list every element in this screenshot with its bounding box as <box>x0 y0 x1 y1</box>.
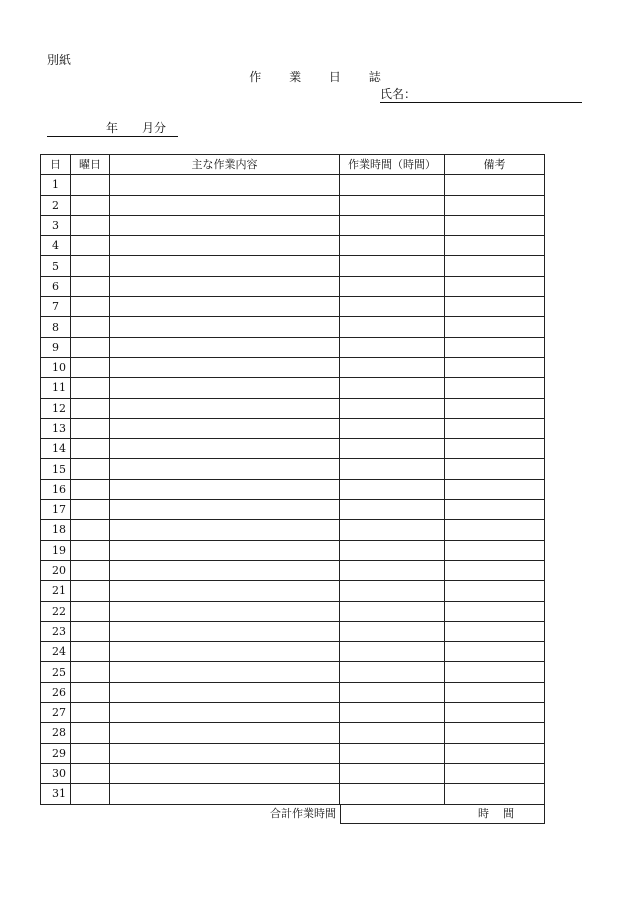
day-cell: 21 <box>41 581 71 601</box>
table-header-row <box>41 155 545 175</box>
hours-cell[interactable] <box>340 459 445 479</box>
day-cell: 24 <box>41 642 71 662</box>
weekday-cell[interactable] <box>71 236 110 256</box>
content-cell[interactable] <box>110 459 340 479</box>
day-cell: 29 <box>41 743 71 763</box>
column-header-hours: 作業時間（時間） <box>340 155 445 175</box>
hours-cell[interactable] <box>340 297 445 317</box>
notes-cell[interactable] <box>445 540 545 560</box>
notes-cell[interactable] <box>445 520 545 540</box>
content-cell[interactable] <box>110 662 340 682</box>
content-cell[interactable] <box>110 337 340 357</box>
table-row <box>41 743 545 763</box>
total-hours-field[interactable] <box>340 804 545 824</box>
notes-cell[interactable] <box>445 682 545 702</box>
content-cell[interactable] <box>110 621 340 641</box>
table-row <box>41 540 545 560</box>
notes-cell[interactable] <box>445 378 545 398</box>
table-row <box>41 175 545 195</box>
hours-cell[interactable] <box>340 560 445 580</box>
content-cell[interactable] <box>110 256 340 276</box>
table-row <box>41 581 545 601</box>
hours-cell[interactable] <box>340 784 445 804</box>
day-cell: 2 <box>41 195 71 215</box>
notes-cell[interactable] <box>445 703 545 723</box>
hours-cell[interactable] <box>340 418 445 438</box>
notes-cell[interactable] <box>445 621 545 641</box>
hours-cell[interactable] <box>340 763 445 783</box>
notes-cell[interactable] <box>445 195 545 215</box>
hours-cell[interactable] <box>340 621 445 641</box>
weekday-cell[interactable] <box>71 479 110 499</box>
hours-cell[interactable] <box>340 236 445 256</box>
hours-cell[interactable] <box>340 357 445 377</box>
weekday-cell[interactable] <box>71 682 110 702</box>
weekday-cell[interactable] <box>71 642 110 662</box>
notes-cell[interactable] <box>445 723 545 743</box>
content-cell[interactable] <box>110 378 340 398</box>
content-cell[interactable] <box>110 601 340 621</box>
day-cell: 30 <box>41 763 71 783</box>
work-log-table <box>40 154 545 805</box>
hours-cell[interactable] <box>340 703 445 723</box>
weekday-cell[interactable] <box>71 276 110 296</box>
day-cell: 18 <box>41 520 71 540</box>
content-cell[interactable] <box>110 215 340 235</box>
name-label: 氏名： <box>380 87 417 101</box>
weekday-cell[interactable] <box>71 378 110 398</box>
attachment-label: 別紙 <box>47 53 72 67</box>
notes-cell[interactable] <box>445 439 545 459</box>
content-cell[interactable] <box>110 276 340 296</box>
content-cell[interactable] <box>110 236 340 256</box>
table-row <box>41 703 545 723</box>
year-label: 年 <box>106 121 119 135</box>
content-cell[interactable] <box>110 297 340 317</box>
notes-cell[interactable] <box>445 763 545 783</box>
weekday-cell[interactable] <box>71 317 110 337</box>
content-cell[interactable] <box>110 743 340 763</box>
content-cell[interactable] <box>110 418 340 438</box>
hours-cell[interactable] <box>340 398 445 418</box>
document-title: 作 業 日 誌 <box>249 70 393 84</box>
total-label: 合計作業時間 <box>270 807 336 820</box>
notes-cell[interactable] <box>445 500 545 520</box>
day-cell: 16 <box>41 479 71 499</box>
day-cell: 25 <box>41 662 71 682</box>
table-row <box>41 276 545 296</box>
table-row <box>41 500 545 520</box>
table-row <box>41 317 545 337</box>
weekday-cell[interactable] <box>71 398 110 418</box>
notes-cell[interactable] <box>445 398 545 418</box>
weekday-cell[interactable] <box>71 500 110 520</box>
hours-cell[interactable] <box>340 256 445 276</box>
table-row <box>41 560 545 580</box>
notes-cell[interactable] <box>445 601 545 621</box>
notes-cell[interactable] <box>445 581 545 601</box>
day-cell: 14 <box>41 439 71 459</box>
notes-cell[interactable] <box>445 317 545 337</box>
weekday-cell[interactable] <box>71 560 110 580</box>
content-cell[interactable] <box>110 439 340 459</box>
hours-cell[interactable] <box>340 175 445 195</box>
period-field[interactable] <box>47 121 178 137</box>
notes-cell[interactable] <box>445 784 545 804</box>
table-row <box>41 297 545 317</box>
hours-cell[interactable] <box>340 215 445 235</box>
weekday-cell[interactable] <box>71 723 110 743</box>
day-cell: 6 <box>41 276 71 296</box>
table-row <box>41 378 545 398</box>
day-cell: 13 <box>41 418 71 438</box>
content-cell[interactable] <box>110 723 340 743</box>
table-row <box>41 601 545 621</box>
content-cell[interactable] <box>110 540 340 560</box>
weekday-cell[interactable] <box>71 337 110 357</box>
column-header-notes: 備考 <box>445 155 545 175</box>
day-cell: 7 <box>41 297 71 317</box>
hours-cell[interactable] <box>340 195 445 215</box>
table-body <box>41 175 545 804</box>
day-cell: 10 <box>41 357 71 377</box>
day-cell: 1 <box>41 175 71 195</box>
weekday-cell[interactable] <box>71 784 110 804</box>
hours-cell[interactable] <box>340 723 445 743</box>
day-cell: 4 <box>41 236 71 256</box>
content-cell[interactable] <box>110 175 340 195</box>
day-cell: 15 <box>41 459 71 479</box>
hours-cell[interactable] <box>340 540 445 560</box>
notes-cell[interactable] <box>445 337 545 357</box>
day-cell: 3 <box>41 215 71 235</box>
weekday-cell[interactable] <box>71 195 110 215</box>
day-cell: 11 <box>41 378 71 398</box>
weekday-cell[interactable] <box>71 703 110 723</box>
table-row <box>41 236 545 256</box>
table-row <box>41 357 545 377</box>
content-cell[interactable] <box>110 317 340 337</box>
content-cell[interactable] <box>110 195 340 215</box>
hours-cell[interactable] <box>340 682 445 702</box>
name-field[interactable] <box>380 87 582 103</box>
hours-cell[interactable] <box>340 662 445 682</box>
weekday-cell[interactable] <box>71 357 110 377</box>
table-row <box>41 479 545 499</box>
hours-cell[interactable] <box>340 378 445 398</box>
notes-cell[interactable] <box>445 215 545 235</box>
content-cell[interactable] <box>110 682 340 702</box>
hours-cell[interactable] <box>340 601 445 621</box>
table-row <box>41 682 545 702</box>
day-cell: 8 <box>41 317 71 337</box>
content-cell[interactable] <box>110 500 340 520</box>
weekday-cell[interactable] <box>71 439 110 459</box>
total-row <box>40 804 545 824</box>
table-row <box>41 195 545 215</box>
weekday-cell[interactable] <box>71 520 110 540</box>
hours-cell[interactable] <box>340 479 445 499</box>
day-cell: 17 <box>41 500 71 520</box>
notes-cell[interactable] <box>445 297 545 317</box>
weekday-cell[interactable] <box>71 215 110 235</box>
weekday-cell[interactable] <box>71 581 110 601</box>
content-cell[interactable] <box>110 560 340 580</box>
table-row <box>41 337 545 357</box>
notes-cell[interactable] <box>445 743 545 763</box>
day-cell: 27 <box>41 703 71 723</box>
column-header-content: 主な作業内容 <box>110 155 340 175</box>
weekday-cell[interactable] <box>71 621 110 641</box>
weekday-cell[interactable] <box>71 601 110 621</box>
content-cell[interactable] <box>110 703 340 723</box>
table-row <box>41 418 545 438</box>
day-cell: 9 <box>41 337 71 357</box>
weekday-cell[interactable] <box>71 418 110 438</box>
weekday-cell[interactable] <box>71 763 110 783</box>
content-cell[interactable] <box>110 784 340 804</box>
weekday-cell[interactable] <box>71 662 110 682</box>
table-row <box>41 520 545 540</box>
weekday-cell[interactable] <box>71 175 110 195</box>
table-row <box>41 439 545 459</box>
hours-cell[interactable] <box>340 520 445 540</box>
table-row <box>41 763 545 783</box>
content-cell[interactable] <box>110 479 340 499</box>
content-cell[interactable] <box>110 642 340 662</box>
table-row <box>41 215 545 235</box>
notes-cell[interactable] <box>445 276 545 296</box>
day-cell: 20 <box>41 560 71 580</box>
weekday-cell[interactable] <box>71 459 110 479</box>
notes-cell[interactable] <box>445 642 545 662</box>
content-cell[interactable] <box>110 520 340 540</box>
content-cell[interactable] <box>110 763 340 783</box>
hours-cell[interactable] <box>340 500 445 520</box>
day-cell: 31 <box>41 784 71 804</box>
day-cell: 5 <box>41 256 71 276</box>
table-row <box>41 784 545 804</box>
notes-cell[interactable] <box>445 560 545 580</box>
hours-cell[interactable] <box>340 642 445 662</box>
notes-cell[interactable] <box>445 175 545 195</box>
weekday-cell[interactable] <box>71 540 110 560</box>
content-cell[interactable] <box>110 357 340 377</box>
weekday-cell[interactable] <box>71 297 110 317</box>
hours-cell[interactable] <box>340 581 445 601</box>
day-cell: 19 <box>41 540 71 560</box>
table-row <box>41 398 545 418</box>
day-cell: 23 <box>41 621 71 641</box>
weekday-cell[interactable] <box>71 743 110 763</box>
content-cell[interactable] <box>110 398 340 418</box>
notes-cell[interactable] <box>445 256 545 276</box>
day-cell: 22 <box>41 601 71 621</box>
notes-cell[interactable] <box>445 418 545 438</box>
table-row <box>41 642 545 662</box>
table-row <box>41 723 545 743</box>
table-row <box>41 459 545 479</box>
table-row <box>41 662 545 682</box>
hours-cell[interactable] <box>340 743 445 763</box>
notes-cell[interactable] <box>445 662 545 682</box>
month-label: 月分 <box>142 121 167 135</box>
notes-cell[interactable] <box>445 236 545 256</box>
content-cell[interactable] <box>110 581 340 601</box>
hours-cell[interactable] <box>340 276 445 296</box>
day-cell: 28 <box>41 723 71 743</box>
hours-cell[interactable] <box>340 317 445 337</box>
notes-cell[interactable] <box>445 479 545 499</box>
column-header-weekday: 曜日 <box>71 155 110 175</box>
table-row <box>41 256 545 276</box>
table-row <box>41 621 545 641</box>
weekday-cell[interactable] <box>71 256 110 276</box>
hours-cell[interactable] <box>340 439 445 459</box>
notes-cell[interactable] <box>445 357 545 377</box>
hours-cell[interactable] <box>340 337 445 357</box>
notes-cell[interactable] <box>445 459 545 479</box>
column-header-day: 日 <box>41 155 71 175</box>
total-unit: 時間 <box>478 807 528 820</box>
day-cell: 26 <box>41 682 71 702</box>
day-cell: 12 <box>41 398 71 418</box>
